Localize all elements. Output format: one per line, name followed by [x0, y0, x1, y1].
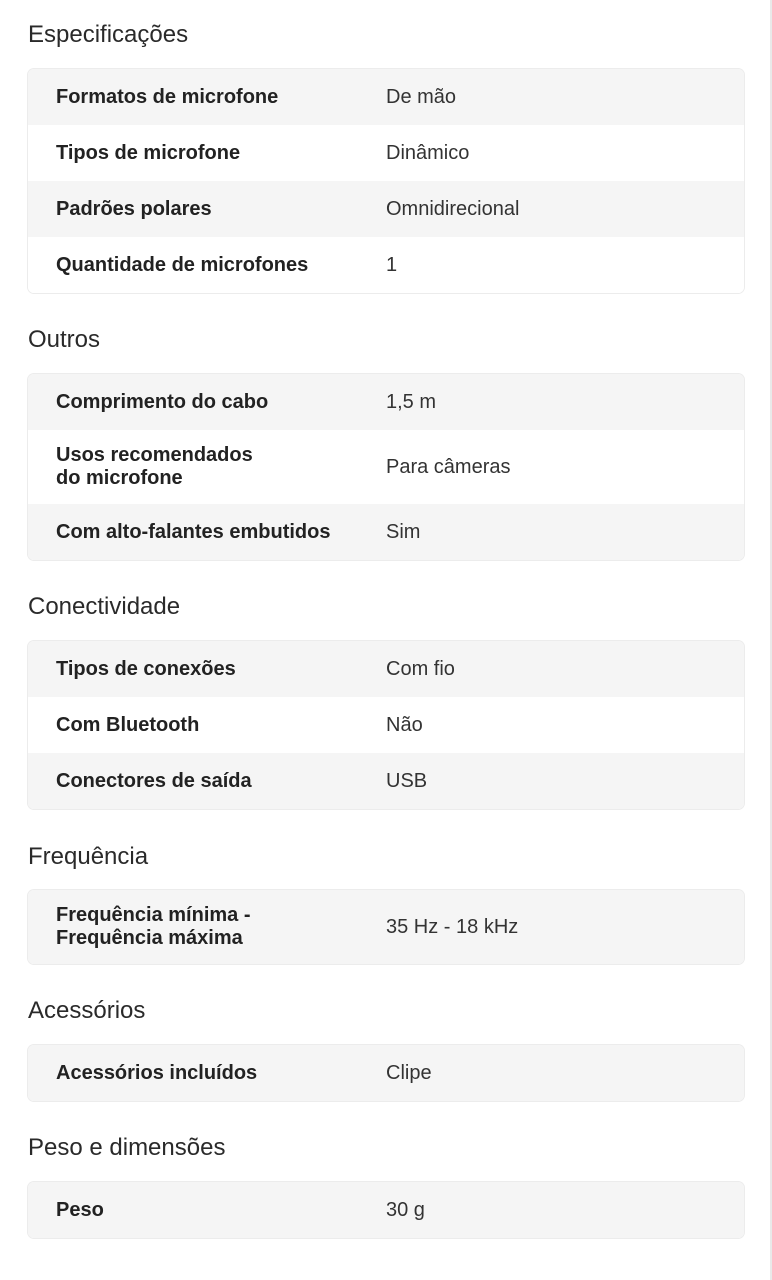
row-value: 30 g [386, 1198, 425, 1221]
row-key: Quantidade de microfones [56, 253, 309, 276]
row-key: Tipos de conexões [56, 657, 236, 680]
row-key: Conectores de saída [56, 769, 252, 792]
specs-table-conectividade [28, 641, 744, 809]
row-value: 35 Hz - 18 kHz [386, 915, 519, 938]
table-row [28, 753, 744, 809]
row-value: Não [386, 713, 423, 736]
table-row [28, 697, 744, 753]
table-row [28, 374, 744, 430]
row-value: USB [386, 769, 428, 792]
specs-table-acessorios [28, 1045, 744, 1101]
row-key: Comprimento do cabo [56, 390, 269, 413]
table-row [28, 430, 744, 504]
row-key: Com alto-falantes embutidos [56, 520, 331, 543]
specs-table-frequencia [28, 890, 744, 964]
table-row [28, 504, 744, 560]
table-row [28, 237, 744, 293]
section-title-frequencia: Frequência [28, 843, 149, 870]
row-value: Clipe [386, 1061, 432, 1084]
row-value: 1,5 m [386, 390, 437, 413]
row-value: Omnidirecional [386, 197, 520, 220]
row-key: Acessórios incluídos [56, 1061, 258, 1084]
table-row [28, 1182, 744, 1238]
row-value: De mão [386, 85, 457, 108]
row-key: Peso [56, 1198, 104, 1221]
section-title-especificacoes: Especificações [28, 21, 189, 48]
section-title-conectividade: Conectividade [28, 593, 181, 620]
row-value: Com fio [386, 657, 455, 680]
table-row [28, 125, 744, 181]
row-value: Para câmeras [386, 455, 511, 478]
table-row [28, 890, 744, 964]
specs-table-outros [28, 374, 744, 560]
row-key: Com Bluetooth [56, 713, 200, 736]
row-value: Dinâmico [386, 141, 470, 164]
table-row [28, 1045, 744, 1101]
table-row [28, 641, 744, 697]
section-title-acessorios: Acessórios [28, 997, 146, 1024]
row-key: Tipos de microfone [56, 141, 241, 164]
row-key: Usos recomendados do microfone [56, 444, 253, 489]
table-row [28, 69, 744, 125]
row-key: Padrões polares [56, 197, 212, 220]
specs-table-especificacoes [28, 69, 744, 293]
row-key: Formatos de microfone [56, 85, 279, 108]
section-title-outros: Outros [28, 326, 101, 353]
row-key: Frequência mínima - Frequência máxima [56, 904, 251, 949]
specs-table-peso [28, 1182, 744, 1238]
table-row [28, 181, 744, 237]
row-value: Sim [386, 520, 421, 543]
section-title-peso-e-dimensoes: Peso e dimensões [28, 1134, 226, 1161]
row-value: 1 [386, 253, 398, 276]
